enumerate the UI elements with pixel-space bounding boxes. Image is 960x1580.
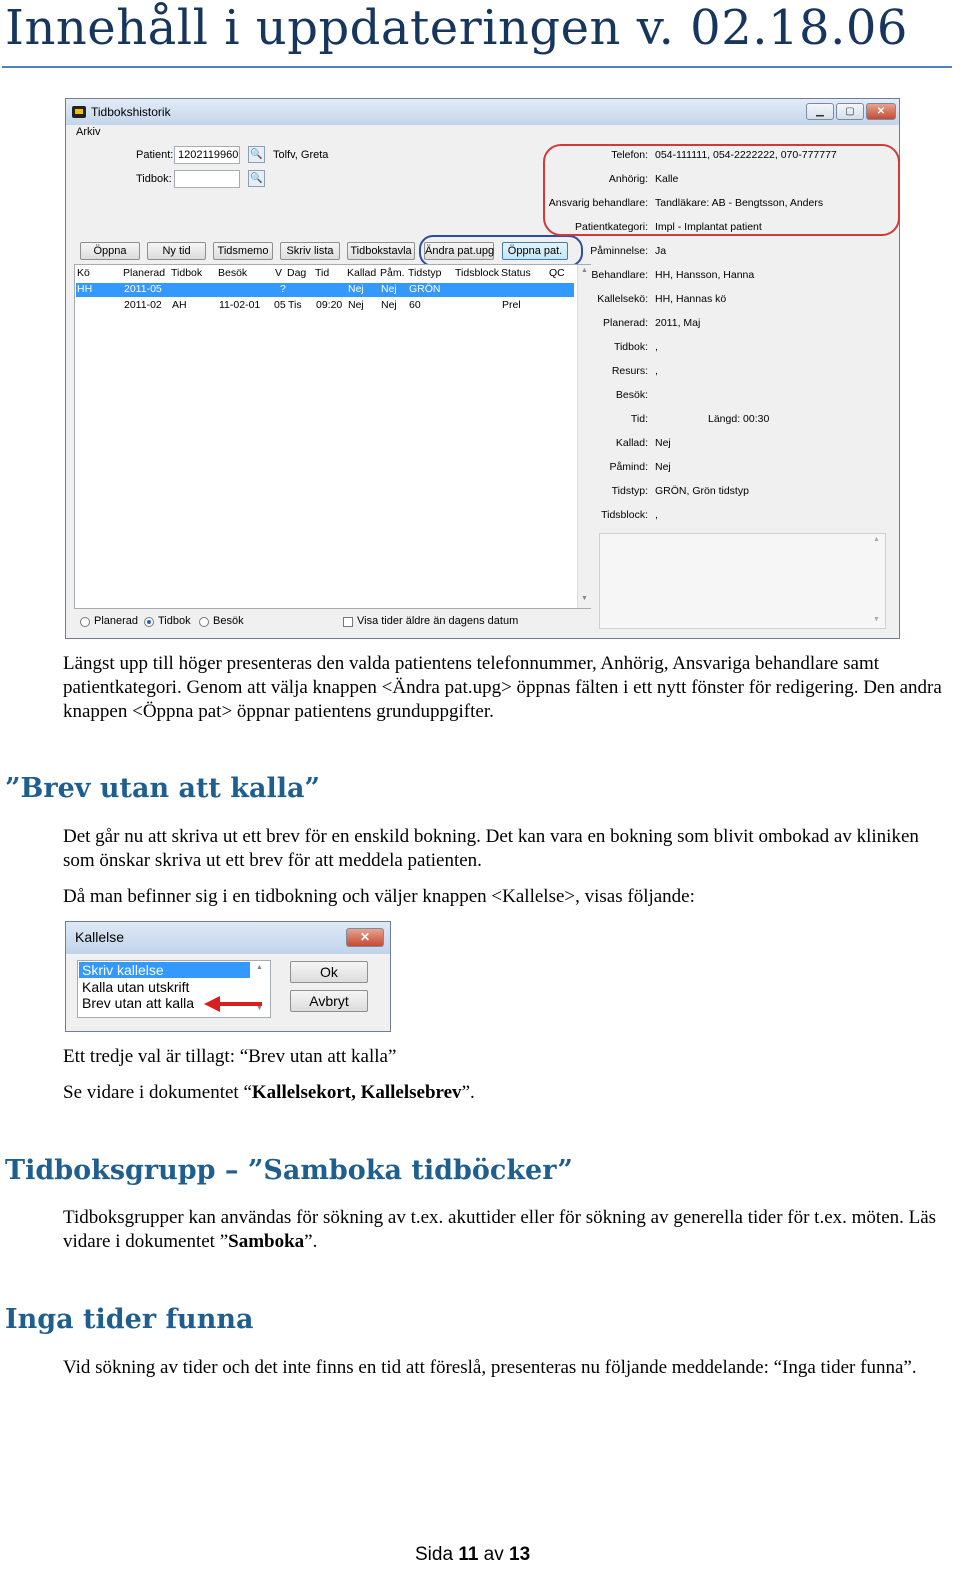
detail-value: Nej bbox=[655, 461, 671, 473]
cell-v: 05 bbox=[274, 299, 286, 311]
andra-pat-upg-button[interactable]: Ändra pat.upg bbox=[424, 242, 494, 260]
detail-label: Kallelsekö: bbox=[597, 293, 648, 305]
radio-planerad-label: Planerad bbox=[94, 615, 139, 627]
footer-total: 13 bbox=[509, 1544, 531, 1565]
radio-besok[interactable] bbox=[199, 617, 209, 627]
detail-label: Tidsblock: bbox=[601, 509, 648, 521]
paragraph: Det går nu att skriva ut ett brev för en enskild bokning. Det kan vara en bokning som blivit ombokad av kliniken som önskar skriva ut ett brev för att meddela patienten. bbox=[63, 826, 919, 871]
text: ”. bbox=[304, 1231, 318, 1252]
col-tidstyp: Tidstyp bbox=[408, 267, 442, 279]
scroll-down-icon[interactable]: ▼ bbox=[256, 1005, 263, 1012]
detail-value: , bbox=[655, 509, 658, 521]
col-ko: Kö bbox=[77, 267, 90, 279]
heading-inga-tider: Inga tider funna bbox=[5, 1304, 254, 1335]
langd-value: Längd: 00:30 bbox=[708, 413, 770, 425]
detail-value: 2011, Maj bbox=[655, 317, 701, 329]
detail-label: Kallad: bbox=[615, 437, 648, 449]
ok-button[interactable]: Ok bbox=[290, 961, 368, 983]
detail-label: Tid: bbox=[630, 413, 648, 425]
tidbokstavla-button[interactable]: Tidbokstavla bbox=[347, 242, 415, 260]
detail-label: Tidstyp: bbox=[611, 485, 648, 497]
cell-besok: 11-02-01 bbox=[219, 299, 261, 311]
red-arrow-icon bbox=[204, 994, 264, 1014]
cell-kallad: Nej bbox=[348, 299, 364, 311]
cell-pam: Nej bbox=[381, 283, 397, 295]
paragraph: Då man befinner sig i en tidbokning och väljer knappen <Kallelse>, visas följande: bbox=[63, 886, 695, 907]
list-item[interactable]: Brev utan att kalla bbox=[82, 995, 195, 1011]
app-icon bbox=[72, 106, 86, 118]
page-title: Innehåll i uppdateringen v. 02.18.06 bbox=[5, 0, 908, 56]
list-item[interactable]: Kalla utan utskrift bbox=[82, 979, 190, 995]
footer-text: av bbox=[478, 1544, 510, 1565]
patient-name: Tolfv, Greta bbox=[273, 149, 329, 161]
col-tidsblock: Tidsblock bbox=[455, 267, 499, 279]
heading-brev: ”Brev utan att kalla” bbox=[5, 773, 321, 804]
radio-tidbok[interactable] bbox=[144, 617, 154, 627]
minimize-button[interactable]: ▁ bbox=[806, 103, 834, 120]
scroll-up-icon[interactable]: ▲ bbox=[581, 267, 588, 274]
window-titlebar bbox=[66, 99, 899, 125]
magnifier-icon: 🔍 bbox=[250, 149, 263, 160]
scroll-down-icon[interactable]: ▼ bbox=[581, 595, 588, 602]
detail-value: Impl - Implantat patient bbox=[655, 221, 762, 233]
detail-value: 054-111111, 054-2222222, 070-777777 bbox=[655, 149, 837, 161]
text: Se vidare i dokumentet “ bbox=[63, 1082, 252, 1103]
cell-dag: ? bbox=[280, 283, 286, 295]
detail-label: Besök: bbox=[615, 389, 648, 401]
detail-value: HH, Hannas kö bbox=[655, 293, 727, 305]
col-v: V bbox=[275, 267, 283, 279]
detail-label: Ansvarig behandlare: bbox=[548, 197, 648, 209]
detail-label: Tidbok: bbox=[613, 341, 648, 353]
detail-value: GRÖN, Grön tidstyp bbox=[655, 485, 749, 497]
cell-planerad: 2011-05 bbox=[124, 283, 162, 295]
old-times-checkbox[interactable] bbox=[343, 617, 353, 627]
detail-value: HH, Hansson, Hanna bbox=[655, 269, 755, 281]
cell-tidstyp: GRÖN bbox=[409, 283, 441, 295]
detail-value: Nej bbox=[655, 437, 671, 449]
kallelse-dialog bbox=[65, 921, 391, 1032]
col-besok: Besök bbox=[218, 267, 248, 279]
radio-tidbok-label: Tidbok bbox=[158, 615, 191, 627]
radio-besok-label: Besök bbox=[213, 615, 244, 627]
col-kallad: Kallad bbox=[347, 267, 377, 279]
detail-label: Behandlare: bbox=[591, 269, 648, 281]
list-item[interactable]: Skriv kallelse bbox=[79, 962, 250, 978]
cell-tid: 09:20 bbox=[316, 299, 343, 311]
detail-label: Planerad: bbox=[603, 317, 648, 329]
col-tidbok: Tidbok bbox=[171, 267, 203, 279]
detail-value: , bbox=[655, 365, 658, 377]
dialog-titlebar bbox=[66, 922, 390, 954]
text: Tidboksgrupper kan användas för sökning av t.ex. akuttider eller för sökning av generella tider för t.ex. möten. Läs vidare i dokumentet ” bbox=[63, 1207, 937, 1252]
table-row[interactable] bbox=[76, 299, 574, 313]
footer-page: 11 bbox=[458, 1544, 479, 1565]
highlight-oval-details bbox=[543, 144, 900, 236]
cell-dag: Tis bbox=[288, 299, 302, 311]
text: ”. bbox=[461, 1082, 475, 1103]
close-button[interactable]: ✕ bbox=[866, 103, 896, 120]
scroll-down-icon[interactable]: ▼ bbox=[873, 616, 880, 623]
col-status: Status bbox=[501, 267, 531, 279]
tidbok-search-button[interactable] bbox=[248, 170, 265, 187]
menu-arkiv[interactable]: Arkiv bbox=[76, 126, 101, 138]
paragraph: Ett tredje val är tillagt: “Brev utan att kalla” bbox=[63, 1046, 397, 1067]
tidsmemo-button[interactable]: Tidsmemo bbox=[213, 242, 273, 260]
oppna-button[interactable]: Öppna bbox=[80, 242, 140, 260]
detail-label: Påmind: bbox=[609, 461, 648, 473]
paragraph bbox=[63, 1081, 943, 1105]
detail-value: Ja bbox=[655, 245, 667, 257]
notes-area[interactable] bbox=[599, 533, 886, 629]
tidbok-field[interactable] bbox=[174, 170, 240, 188]
detail-label: Påminnelse: bbox=[590, 245, 648, 257]
cell-tidstyp: 60 bbox=[409, 299, 421, 311]
col-dag: Dag bbox=[287, 267, 307, 279]
skriv-lista-button[interactable]: Skriv lista bbox=[280, 242, 340, 260]
paragraph bbox=[63, 1206, 943, 1254]
footer-text: Sida bbox=[415, 1544, 459, 1565]
col-tid: Tid bbox=[315, 267, 330, 279]
patient-label: Patient: bbox=[136, 149, 174, 161]
dialog-close-button[interactable]: ✕ bbox=[346, 928, 384, 947]
page-footer bbox=[415, 1544, 530, 1566]
col-planerad: Planerad bbox=[123, 267, 166, 279]
title-rule bbox=[2, 66, 952, 68]
patient-field[interactable]: 1202119960 bbox=[174, 146, 240, 164]
cell-kallad: Nej bbox=[348, 283, 364, 295]
document-reference: Kallelsekort, Kallelsebrev bbox=[251, 1082, 462, 1103]
table-row[interactable] bbox=[76, 283, 574, 297]
oppna-pat-button[interactable]: Öppna pat. bbox=[502, 242, 568, 260]
maximize-button[interactable]: ▢ bbox=[836, 103, 864, 120]
tidbok-label: Tidbok: bbox=[136, 173, 172, 185]
cell-ko: HH bbox=[77, 283, 93, 295]
radio-planerad[interactable] bbox=[80, 617, 90, 627]
col-pam: Påm. bbox=[380, 267, 405, 279]
detail-value: Kalle bbox=[655, 173, 679, 185]
patient-search-button[interactable] bbox=[248, 146, 265, 163]
detail-label: Patientkategori: bbox=[575, 221, 648, 233]
detail-label: Anhörig: bbox=[608, 173, 648, 185]
col-qc: QC bbox=[549, 267, 565, 279]
dialog-title: Kallelse bbox=[75, 929, 125, 945]
detail-value: Tandläkare: AB - Bengtsson, Anders bbox=[655, 197, 824, 209]
cell-tidbok: AH bbox=[172, 299, 187, 311]
cell-pam: Nej bbox=[381, 299, 397, 311]
magnifier-icon: 🔍 bbox=[250, 173, 263, 184]
detail-label: Telefon: bbox=[611, 149, 648, 161]
cell-planerad: 2011-02 bbox=[124, 299, 162, 311]
scroll-up-icon[interactable]: ▲ bbox=[256, 964, 263, 971]
paragraph: Vid sökning av tider och det inte finns en tid att föreslå, presenteras nu följande meddelande: “Inga tider funna”. bbox=[63, 1357, 917, 1378]
tidbokshistorik-window bbox=[65, 98, 900, 639]
scroll-up-icon[interactable]: ▲ bbox=[873, 536, 880, 543]
detail-label: Resurs: bbox=[611, 365, 648, 377]
document-reference: Samboka bbox=[228, 1231, 305, 1252]
heading-samboka: Tidboksgrupp – ”Samboka tidböcker” bbox=[5, 1155, 573, 1186]
detail-value: , bbox=[655, 341, 658, 353]
ny-tid-button[interactable]: Ny tid bbox=[147, 242, 206, 260]
old-times-label: Visa tider äldre än dagens datum bbox=[357, 615, 519, 627]
booking-list bbox=[74, 264, 591, 609]
avbryt-button[interactable]: Avbryt bbox=[290, 990, 368, 1012]
cell-status: Prel bbox=[502, 299, 521, 311]
paragraph: Längst upp till höger presenteras den valda patientens telefonnummer, Anhörig, Ansvariga behandlare samt patientkategori. Genom att välja knappen <Ändra pat.upg> öppnas fälten i ett nytt fönster för redigering. Den andra knappen <Öppna pat> öppnar patientens grunduppgifter. bbox=[63, 653, 942, 722]
window-title: Tidbokshistorik bbox=[91, 105, 171, 119]
